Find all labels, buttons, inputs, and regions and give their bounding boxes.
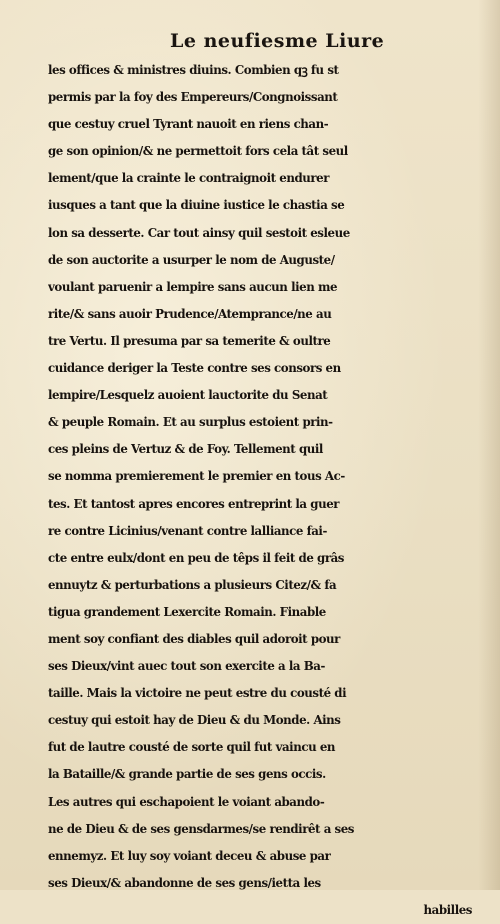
text-line: tre Vertu. Il presuma par sa temerite & oultre [48,333,331,348]
text-line: lon sa desserte. Car tout ainsy quil sestoit esleue [48,225,350,240]
text-line: lement/que la crainte le contraignoit endurer [48,171,329,186]
text-line: Les autres qui eschapoient le voiant abando- [48,794,325,809]
text-line: tigua grandement Lexercite Romain. Finable [48,604,326,619]
text-line: rite/& sans auoir Prudence/Atemprance/ne au [48,306,332,321]
text-line: la Bataille/& grande partie de ses gens occis. [48,767,326,782]
page-edge-shadow [478,0,500,890]
text-line: ennemyz. Et luy soy voiant deceu & abuse par [48,848,331,863]
text-line: se nomma premierement le premier en tous Ac- [48,469,345,484]
text-line: cte entre eulx/dont en peu de têps il feit de grâs [48,550,344,565]
text-line: re contre Licinius/venant contre lalliance fai- [48,523,327,538]
text-line: les offices & ministres diuins. Combien qꝫ fu st [48,63,339,77]
text-line: cestuy qui estoit hay de Dieu & du Monde. Ains [48,713,341,728]
text-line: taille. Mais la victoire ne peut estre du cousté di [48,686,347,701]
text-line: tes. Et tantost apres encores entreprint la guer [48,496,340,511]
text-line: ne de Dieu & de ses gensdarmes/se rendirêt a ses [48,821,354,836]
text-line: ment soy confiant des diables quil adoroit pour [48,631,340,646]
text-line: voulant paruenir a lempire sans aucun lien me [48,279,338,294]
text-line: lempire/Lesquelz auoient lauctorite du Senat [48,388,328,403]
text-line: permis par la foy des Empereurs/Congnoissant [48,90,338,105]
text-line: ge son opinion/& ne permettoit fors cela tât seul [48,144,348,159]
running-head: Le neufiesme Liure [170,30,385,52]
text-line: habilles [423,902,472,917]
text-block [48,57,478,924]
text-line: fut de lautre cousté de sorte quil fut vaincu en [48,740,336,755]
text-line: de son auctorite a usurper le nom de Auguste/ [48,252,335,267]
text-line: cuidance deriger la Teste contre ses consors en [48,361,341,376]
text-line: ces pleins de Vertuz & de Foy. Tellement quil [48,442,323,457]
text-line: ses Dieux/& abandonne de ses gens/ietta les [48,875,321,890]
text-line: & peuple Romain. Et au surplus estoient prin- [48,415,333,430]
text-line: ses Dieux/vint auec tout son exercite a la Ba- [48,659,325,674]
text-line: ennuytz & perturbations a plusieurs Citez/& fa [48,577,337,592]
text-line: iusques a tant que la diuine iustice le chastia se [48,198,345,213]
text-line: que cestuy cruel Tyrant nauoit en riens chan- [48,117,329,132]
